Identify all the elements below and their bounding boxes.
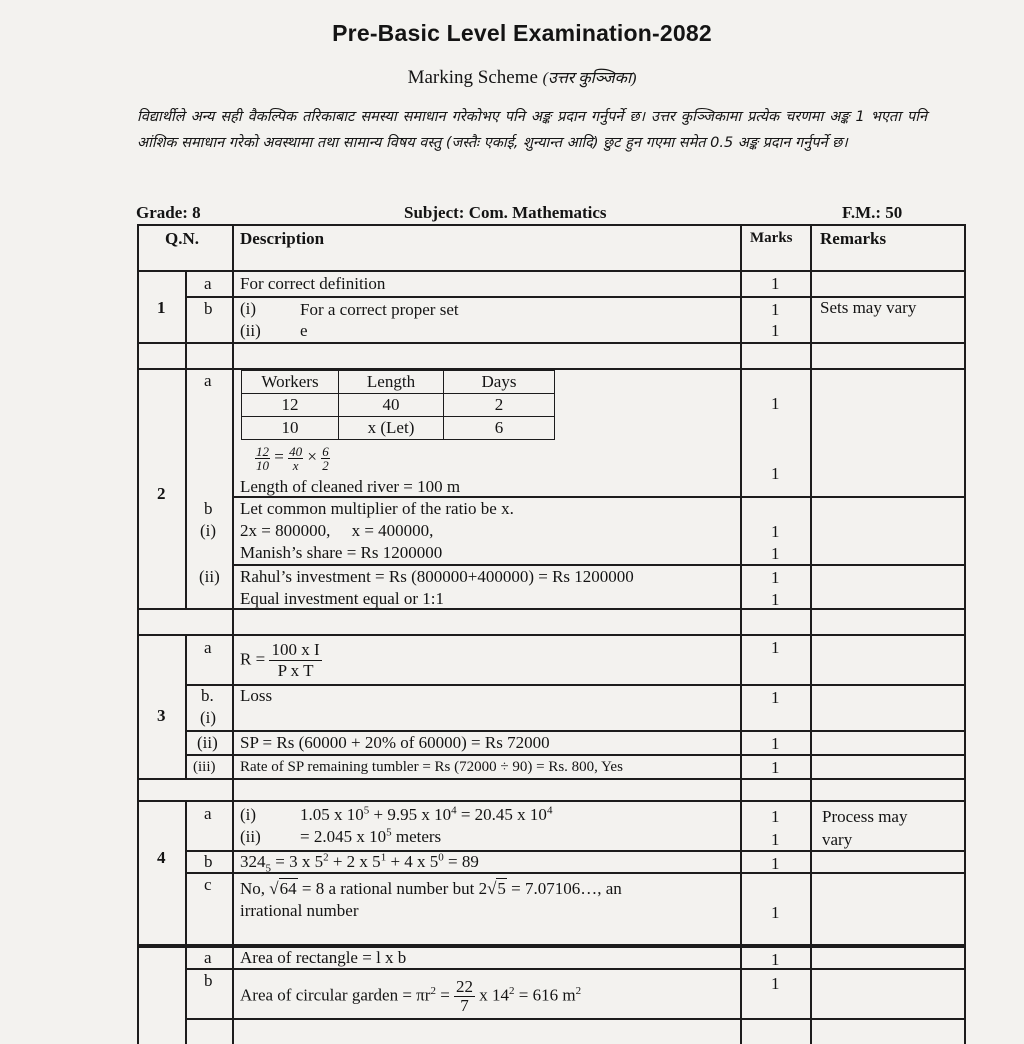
q1-b-i-label: (i)	[240, 299, 257, 318]
denominator: 10	[256, 457, 269, 473]
q4-c-mark: 1	[771, 903, 780, 922]
exponent: 2	[575, 984, 582, 997]
text-part: =	[435, 985, 450, 1005]
text-part: = 8 a rational number but 2√	[297, 879, 497, 898]
proportion-row	[242, 394, 555, 417]
fraction	[454, 978, 475, 1015]
proportion-cell: 10	[242, 417, 339, 440]
exponent: 4	[451, 804, 457, 817]
rule	[232, 564, 965, 566]
rule	[185, 368, 187, 608]
grade-label: Grade: 8	[136, 203, 201, 222]
rule	[185, 730, 965, 732]
proportion-cell: 12	[242, 394, 339, 417]
proportion-header: Length	[339, 371, 444, 394]
q1-b-i-text: For a correct proper set	[300, 300, 459, 319]
text-part: No, √	[240, 879, 279, 898]
q1-number: 1	[157, 298, 166, 317]
text-part: = 2.045 x 10	[300, 827, 387, 846]
q4-a-ii-mark: 1	[771, 830, 780, 849]
fraction	[255, 445, 270, 472]
q4-a-ii-text	[300, 827, 441, 847]
equals-sign: =	[274, 447, 284, 466]
text-part: = 616 m	[514, 985, 576, 1005]
rule	[137, 270, 965, 272]
marking-table	[137, 224, 965, 1044]
q2-a-mark1: 1	[771, 394, 780, 413]
exponent: 0	[438, 851, 444, 864]
numerator: 100 x I	[271, 640, 320, 659]
full-marks-label: F.M.: 50	[842, 203, 903, 222]
numerator: 22	[456, 977, 474, 996]
text-part: + 9.95 x 10	[369, 805, 452, 824]
q2-b-line3: Manish’s share = Rs 1200000	[240, 543, 443, 562]
q4-a-label: a	[204, 804, 212, 823]
q5-a-text: Area of rectangle = l x b	[240, 948, 407, 967]
q2-b-mark2: 1	[771, 544, 780, 563]
q3-b-iii-text: Rate of SP remaining tumbler = Rs (72000 ÷ 90) = Rs. 800, Yes	[240, 759, 623, 775]
q4-a-i-text	[300, 805, 552, 825]
q1-b-label: b	[204, 299, 213, 318]
rule	[185, 684, 965, 686]
q5-b-mark: 1	[771, 974, 780, 993]
q4-number: 4	[157, 848, 166, 867]
interest-rate-formula	[240, 640, 322, 681]
q1-b-ii-mark: 1	[771, 321, 780, 340]
exponent: 5	[363, 804, 370, 817]
proportion-header: Workers	[242, 371, 339, 394]
q4-c-label: c	[204, 875, 212, 894]
text-part: + 4 x 5	[386, 852, 439, 871]
q4-a-remark-line1: Process may	[822, 807, 908, 826]
q3-b-iii-mark: 1	[771, 758, 780, 777]
rule	[137, 778, 965, 780]
proportion-cell: 2	[444, 394, 555, 417]
exponent: 5	[386, 826, 392, 839]
q2-number: 2	[157, 484, 166, 503]
text-part: meters	[391, 827, 442, 846]
numerator: 6	[322, 443, 329, 459]
base-subscript: 5	[265, 862, 271, 875]
exponent: 1	[380, 851, 387, 864]
proportion-table	[241, 370, 555, 440]
rule	[185, 270, 187, 368]
header-remarks: Remarks	[820, 229, 887, 248]
q2-b-label: b	[204, 499, 213, 518]
proportion-header-row	[242, 371, 555, 394]
q1-a-text: For correct definition	[240, 274, 386, 293]
numerator: 12	[256, 443, 269, 459]
q1-b-ii-label: (ii)	[240, 321, 261, 340]
q2-a-label: a	[204, 371, 212, 390]
q3-a-mark: 1	[771, 638, 780, 657]
q3-b-ii-mark: 1	[771, 734, 780, 753]
marking-scheme-heading	[0, 66, 1024, 89]
text-part: 324	[240, 852, 266, 871]
text-part: = 3 x 5	[271, 852, 324, 871]
fraction	[288, 445, 303, 472]
q2-a-result: Length of cleaned river = 100 m	[240, 477, 461, 496]
q2-b-i-label: (i)	[200, 521, 217, 540]
proportion-row	[242, 417, 555, 440]
q4-c-line1	[240, 879, 622, 899]
rule	[137, 224, 965, 226]
exponent: 2	[323, 851, 329, 864]
q5-b-text	[240, 978, 581, 1015]
header-marks: Marks	[750, 230, 793, 246]
q4-a-ii-label: (ii)	[240, 827, 261, 846]
proportion-cell: 40	[339, 394, 444, 417]
q4-a-i-mark: 1	[771, 807, 780, 826]
text-part: = 89	[443, 852, 479, 871]
rule	[185, 754, 965, 756]
text-part: = 7.07106…, an	[506, 879, 622, 898]
times-sign: ×	[307, 447, 317, 466]
proportion-cell: x (Let)	[339, 417, 444, 440]
rule	[137, 800, 965, 802]
q4-a-remark-line2: vary	[822, 830, 853, 849]
q2-b-line2: 2x = 800000, x = 400000,	[240, 521, 434, 540]
exam-title: Pre-Basic Level Examination-2082	[332, 20, 712, 46]
q2-b-mark1: 1	[771, 522, 780, 541]
q3-b-i-mark: 1	[771, 688, 780, 707]
q1-b-i-mark: 1	[771, 300, 780, 319]
q3-a-label: a	[204, 638, 212, 657]
q5-b-label: b	[204, 971, 213, 990]
text-part: x 14	[479, 985, 510, 1005]
q5-a-label: a	[204, 948, 212, 967]
rule	[137, 342, 965, 344]
rule	[185, 872, 965, 874]
rule	[185, 1018, 965, 1020]
q4-a-i-label: (i)	[240, 805, 257, 824]
q4-b-mark: 1	[771, 854, 780, 873]
q4-b-text	[240, 851, 479, 875]
subtitle-english: Marking Scheme	[407, 67, 538, 88]
proportion-header: Days	[444, 371, 555, 394]
q1-a-label: a	[204, 274, 212, 293]
q2-b-ii-line2: Equal investment equal or 1:1	[240, 589, 444, 608]
q2-b-ii-mark1: 1	[771, 568, 780, 587]
fraction	[269, 640, 321, 681]
q4-b-label: b	[204, 852, 213, 871]
rule	[185, 968, 965, 970]
rule	[185, 636, 187, 778]
rule	[185, 946, 187, 1044]
radicand: 64	[279, 879, 297, 898]
formula-lhs: R =	[240, 649, 266, 669]
text-part: 1.05 x 10	[300, 805, 364, 824]
q3-number: 3	[157, 706, 166, 725]
q3-b-i-label: (i)	[200, 708, 217, 727]
proportion-equation	[255, 440, 330, 474]
q3-b-ii-label: (ii)	[197, 733, 218, 752]
q2-a-mark2: 1	[771, 464, 780, 483]
q2-b-ii-label: (ii)	[199, 567, 220, 586]
denominator: P x T	[277, 661, 314, 680]
numerator: 40	[289, 443, 303, 459]
denominator: 7	[460, 996, 469, 1015]
exponent: 4	[546, 804, 553, 817]
exponent: 2	[509, 984, 515, 997]
q5-a-mark: 1	[771, 950, 780, 969]
q4-c-line2: irrational number	[240, 901, 359, 920]
subtitle-nepali: (उत्तर कुञ्जिका)	[542, 70, 637, 87]
header-description: Description	[240, 229, 325, 248]
q1-b-ii-text: e	[300, 321, 308, 340]
fraction	[321, 445, 330, 472]
text-part: = 20.45 x 10	[456, 805, 547, 824]
denominator: x	[292, 457, 299, 473]
radicand: 5	[497, 879, 506, 898]
q2-b-line1: Let common multiplier of the ratio be x.	[240, 499, 514, 518]
text-part: + 2 x 5	[328, 852, 381, 871]
instructions-paragraph: विद्यार्थीले अन्य सही वैकल्पिक तरिकाबाट समस्या समाधान गरेकोभए पनि अङ्क प्रदान गर्नुपर्ने छ। उत्तर कुञ्जिकामा प्रत्येक चरणमा अङ्क 1 भएता पनि आंशिक समाधान गरेको अवस्थामा तथा सामान्य विषय वस्तु (जस्तैः एकाई, शुन्यान्त आदि) छुट हुन गएमा समेत 0.5 अङ्क प्रदान गर्नुपर्ने छ।	[137, 109, 927, 151]
rule	[137, 634, 965, 636]
subject-label: Subject: Com. Mathematics	[404, 203, 607, 222]
q3-b-i-text: Loss	[240, 686, 273, 705]
exponent: 2	[430, 984, 436, 997]
q2-b-ii-mark2: 1	[771, 590, 780, 609]
q1-a-mark: 1	[771, 274, 780, 293]
q3-b-label: b.	[201, 686, 214, 705]
q1-remark: Sets may vary	[820, 298, 917, 317]
q2-b-ii-line1: Rahul’s investment = Rs (800000+400000) = Rs 1200000	[240, 567, 634, 586]
proportion-cell: 6	[444, 417, 555, 440]
denominator: 2	[322, 457, 329, 473]
header-qn: Q.N.	[165, 229, 199, 248]
q3-b-iii-label: (iii)	[193, 759, 216, 775]
q3-b-ii-text: SP = Rs (60000 + 20% of 60000) = Rs 72000	[240, 733, 550, 752]
text-part: Area of circular garden = πr	[240, 985, 431, 1005]
